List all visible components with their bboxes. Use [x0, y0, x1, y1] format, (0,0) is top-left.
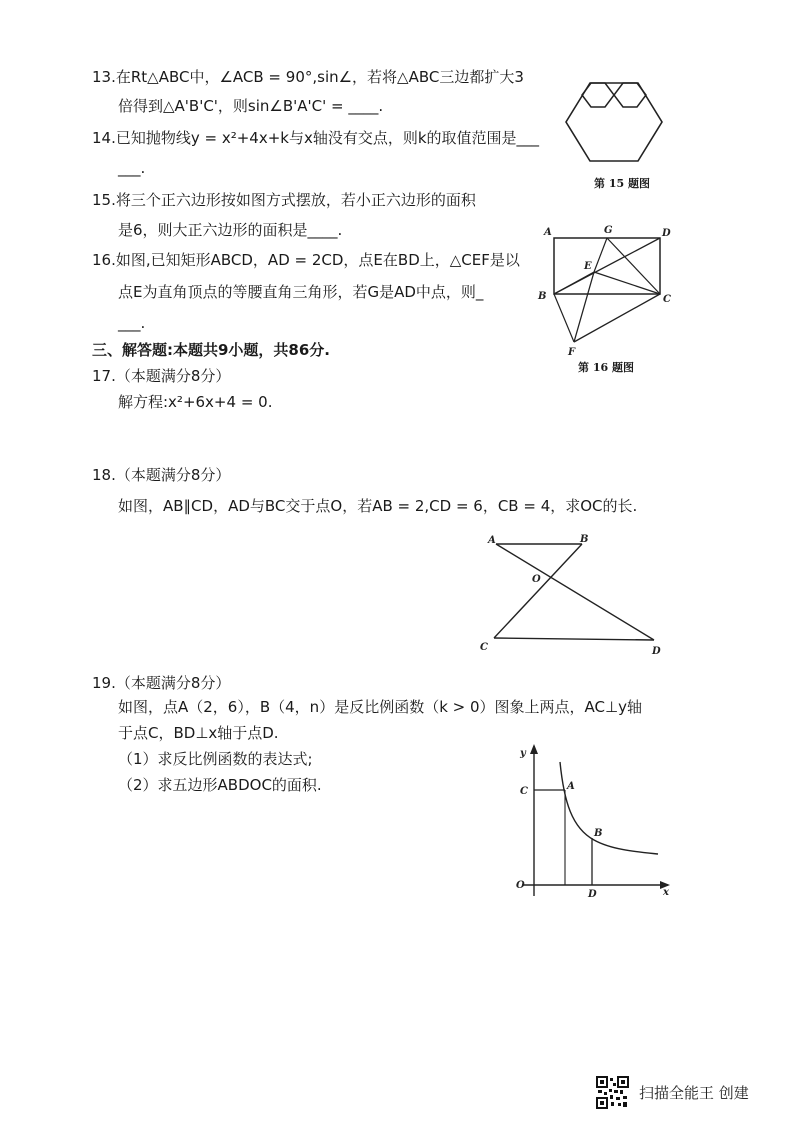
q15-line2: 是6，则大正六边形的面积是____.: [118, 221, 343, 239]
label-d: D: [652, 646, 661, 657]
segment-fc: [574, 294, 660, 342]
small-hexagon-left: [582, 83, 614, 107]
footer-watermark: 扫描全能王 创建: [639, 1084, 749, 1102]
q19-part2: （2）求五边形ABDOC的面积.: [118, 776, 322, 794]
figure-18-crossing: [478, 532, 668, 658]
q17-header: 17.（本题满分8分）: [92, 367, 231, 385]
label-c: C: [480, 642, 488, 653]
segment-ad: [496, 544, 654, 640]
label-o: O: [532, 574, 541, 585]
label-a: A: [488, 535, 496, 546]
label-a: A: [544, 227, 552, 238]
q13-line1: 13.在Rt△ABC中，∠ACB = 90°,sin∠，若将△ABC三边都扩大3: [92, 68, 524, 86]
hyperbola-curve: [560, 762, 658, 854]
y-axis-arrow: [530, 744, 538, 754]
q14-line2: ___.: [118, 159, 146, 177]
q13-line2: 倍得到△A'B'C'，则sin∠B'A'C' = ____.: [118, 97, 384, 115]
figure-16-rectangle: [534, 224, 674, 360]
q14-line1: 14.已知抛物线y = x²+4x+k与x轴没有交点，则k的取值范围是___: [92, 129, 540, 147]
label-o: O: [516, 880, 525, 891]
q16-line2: 点E为直角顶点的等腰直角三角形，若G是AD中点，则_: [118, 283, 484, 301]
label-a: A: [567, 781, 575, 792]
small-hexagon-right: [614, 83, 646, 107]
q19-header: 19.（本题满分8分）: [92, 674, 231, 692]
figure-15-hexagons: [566, 78, 666, 168]
label-g: G: [604, 225, 613, 236]
label-f: F: [568, 347, 576, 358]
qr-code-icon: [596, 1076, 629, 1109]
q18-body: 如图，AB∥CD，AD与BC交于点O，若AB = 2,CD = 6，CB = 4，求OC的长.: [118, 497, 638, 515]
label-c: C: [520, 786, 528, 797]
label-b: B: [538, 291, 547, 302]
label-d: D: [588, 889, 597, 900]
label-b: B: [580, 534, 589, 545]
label-y: y: [520, 748, 526, 759]
q18-header: 18.（本题满分8分）: [92, 466, 231, 484]
segment-bf: [554, 294, 574, 342]
q16-line1: 16.如图,已知矩形ABCD，AD = 2CD，点E在BD上，△CEF是以: [92, 251, 520, 269]
figure-19-graph: [508, 742, 678, 902]
q16-line3: ___.: [118, 314, 146, 332]
section3-heading: 三、解答题:本题共9小题，共86分.: [92, 341, 331, 359]
figure-15-caption: 第 15 题图: [594, 177, 650, 190]
q17-body: 解方程:x²+6x+4 = 0.: [118, 393, 273, 411]
q19-part1: （1）求反比例函数的表达式;: [118, 750, 313, 768]
label-d: D: [662, 228, 671, 239]
label-x: x: [663, 887, 669, 898]
q19-line1: 如图，点A（2，6），B（4，n）是反比例函数（k > 0）图象上两点，AC⊥y轴: [118, 698, 642, 716]
label-c: C: [663, 294, 671, 305]
segment-bc: [494, 544, 582, 638]
label-e: E: [584, 261, 592, 272]
figure-16-caption: 第 16 题图: [578, 361, 634, 374]
segment-cd: [494, 638, 654, 640]
label-b: B: [594, 828, 603, 839]
q19-line2: 于点C，BD⊥x轴于点D.: [118, 724, 279, 742]
q15-line1: 15.将三个正六边形按如图方式摆放，若小正六边形的面积: [92, 191, 476, 209]
